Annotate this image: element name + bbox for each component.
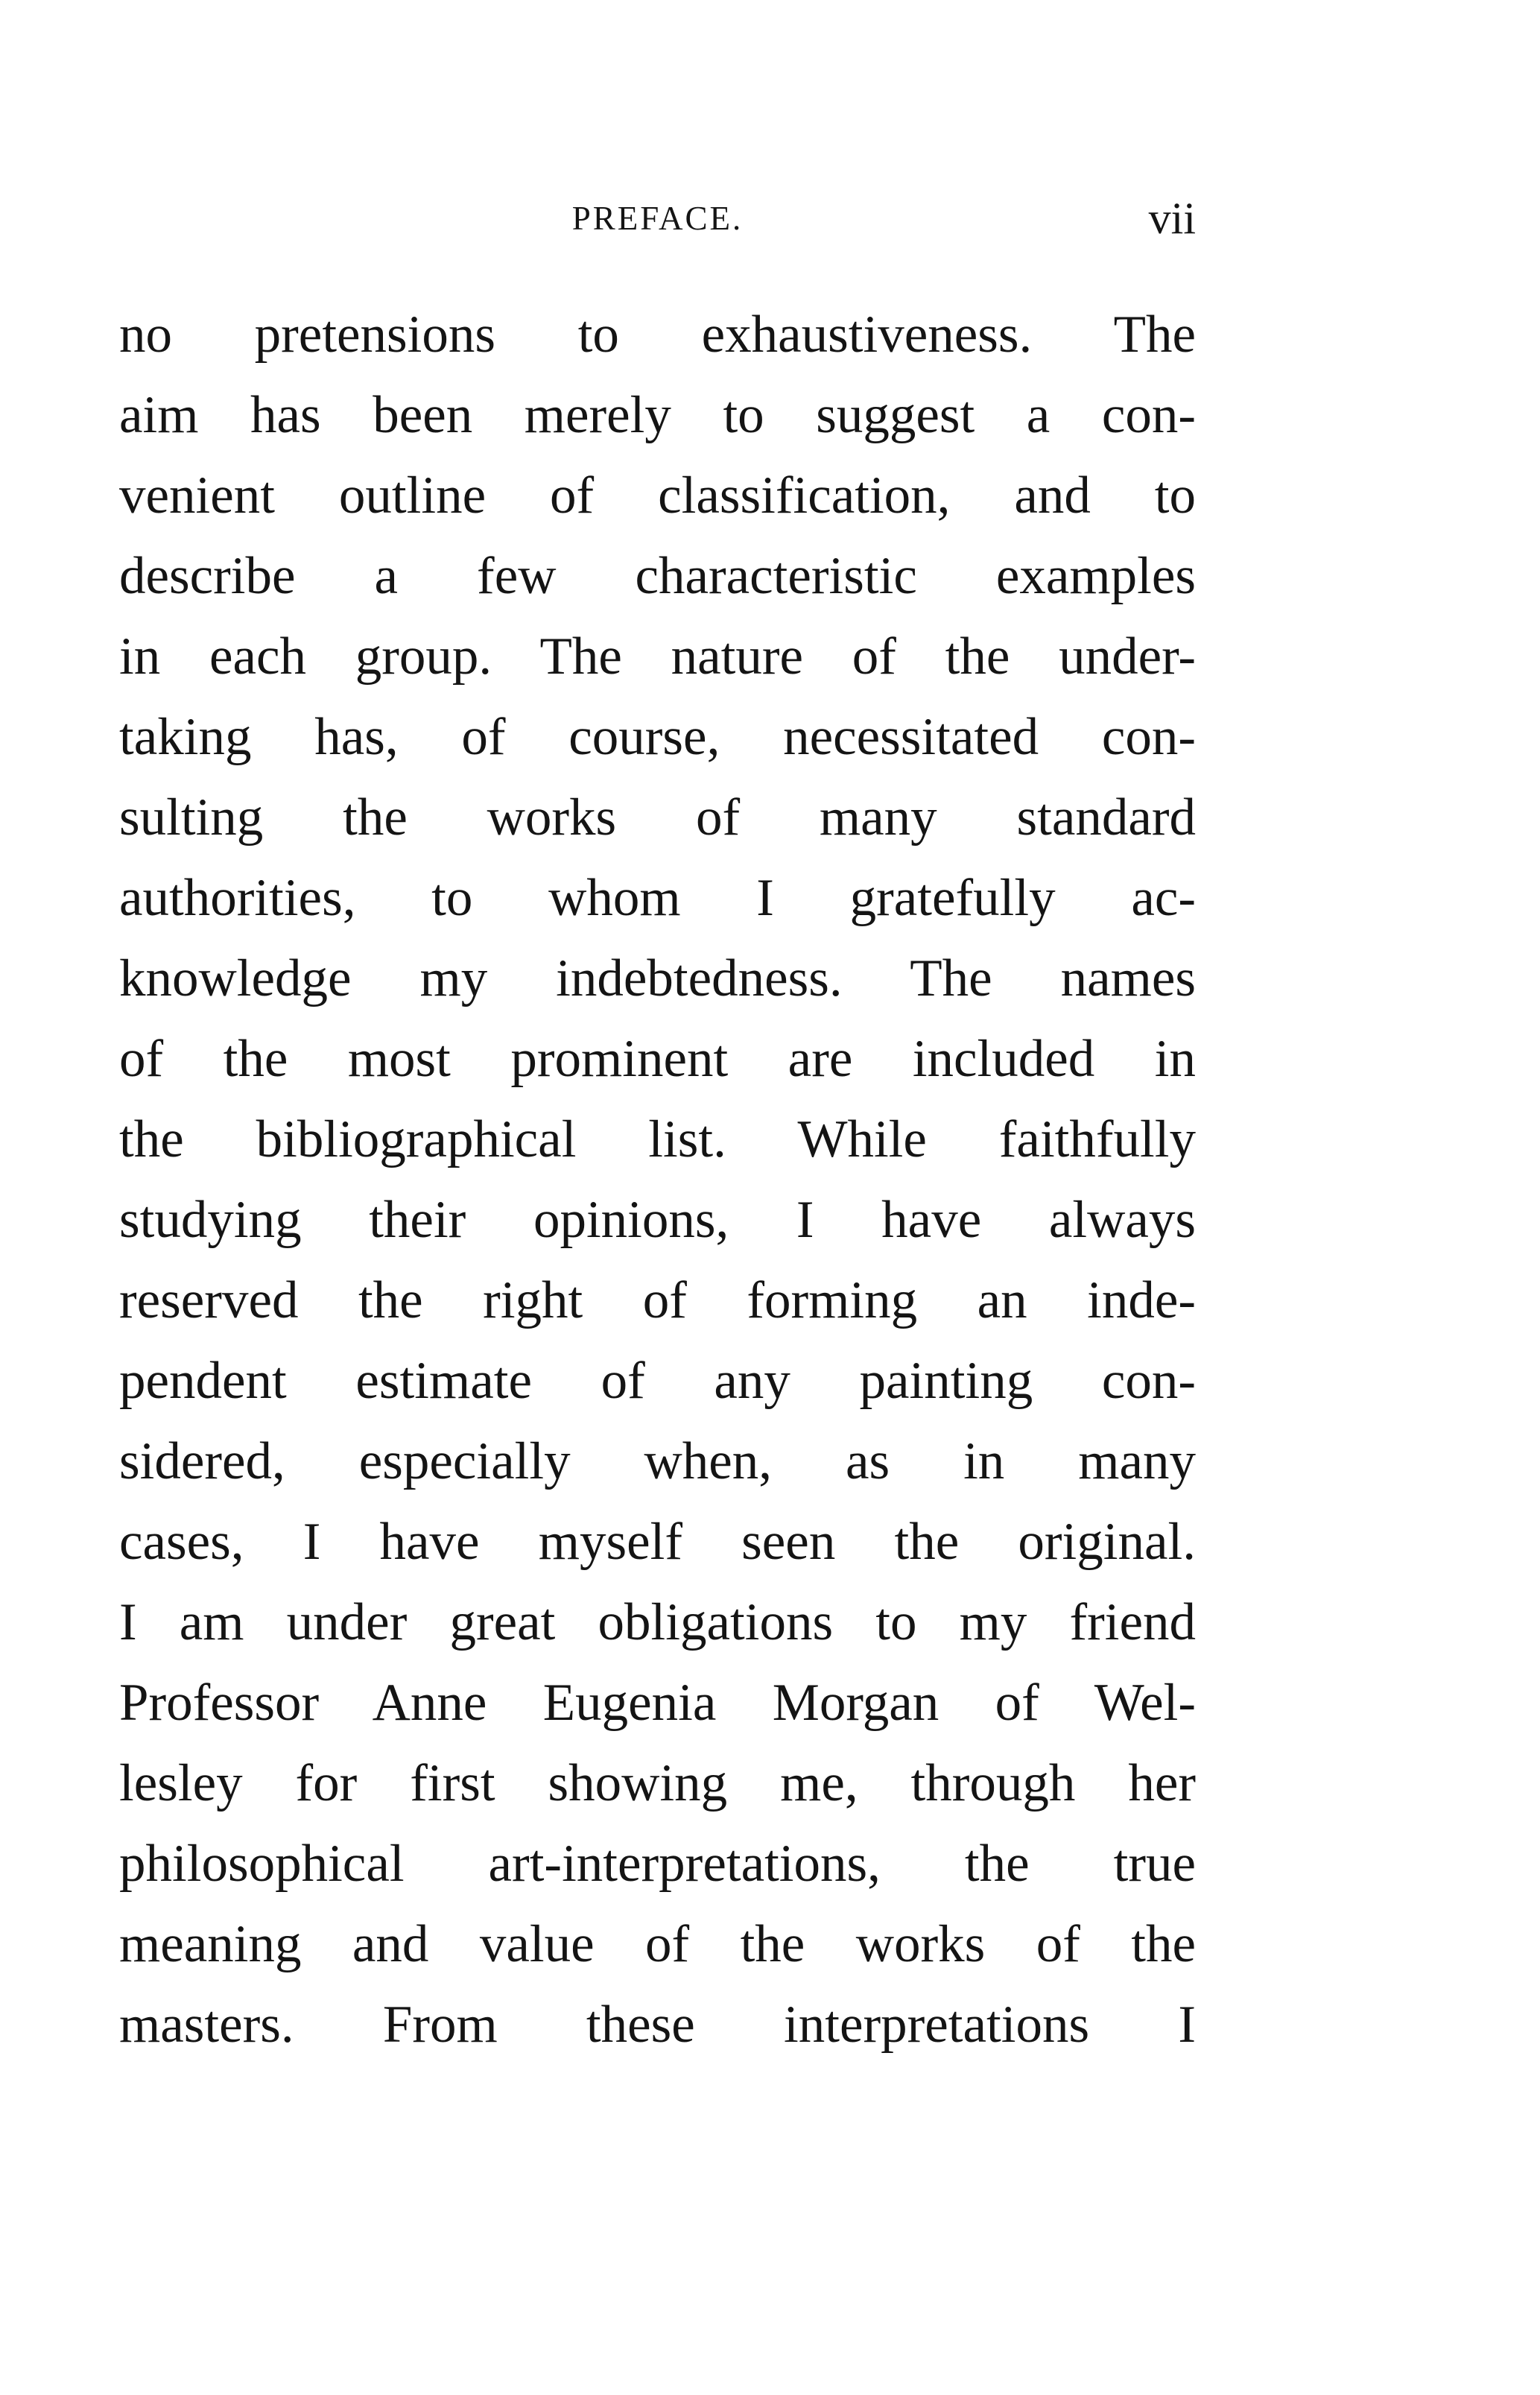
text-line: the bibliographical list. While faithfully — [119, 1110, 1196, 1168]
text-line: studying their opinions, I have always — [119, 1191, 1196, 1249]
text-line: philosophical art-interpretations, the true — [119, 1835, 1196, 1893]
body-text — [119, 294, 1196, 2065]
text-line: reserved the right of forming an inde- — [119, 1271, 1196, 1329]
text-line: pendent estimate of any painting con- — [119, 1352, 1196, 1410]
page-number: vii — [1148, 194, 1196, 243]
text-line: cases, I have myself seen the original. — [119, 1513, 1196, 1571]
text-line: sulting the works of many standard — [119, 788, 1196, 847]
text-line: aim has been merely to suggest a con- — [119, 386, 1196, 444]
running-title: PREFACE. — [571, 200, 744, 237]
text-line: knowledge my indebtedness. The names — [119, 949, 1196, 1007]
text-line: sidered, especially when, as in many — [119, 1432, 1196, 1490]
text-line: I am under great obligations to my friend — [119, 1593, 1196, 1651]
text-line: describe a few characteristic examples — [119, 547, 1196, 605]
text-line: masters. From these interpretations I — [119, 1996, 1196, 2054]
text-line: meaning and value of the works of the — [119, 1915, 1196, 1973]
text-line: in each group. The nature of the under- — [119, 627, 1196, 686]
text-line: taking has, of course, necessitated con- — [119, 708, 1196, 766]
text-line: Professor Anne Eugenia Morgan of Wel- — [119, 1674, 1196, 1732]
text-line: authorities, to whom I gratefully ac- — [119, 869, 1196, 927]
text-line: venient outline of classification, and to — [119, 466, 1196, 525]
text-line: no pretensions to exhaustiveness. The — [119, 306, 1196, 364]
running-head — [119, 192, 1196, 244]
text-line: lesley for first showing me, through her — [119, 1754, 1196, 1812]
text-line: of the most prominent are included in — [119, 1030, 1196, 1088]
